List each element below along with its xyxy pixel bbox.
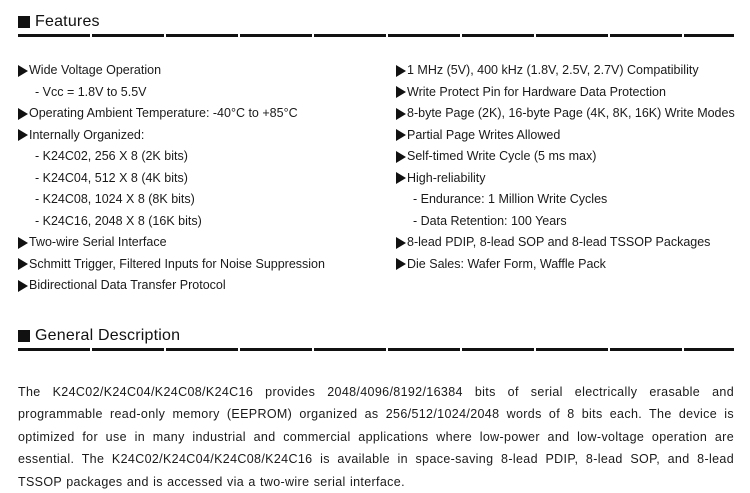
arrow-bullet-icon <box>396 86 406 98</box>
feature-item <box>18 103 388 125</box>
feature-text: - K24C04, 512 X 8 (4K bits) <box>35 168 188 190</box>
feature-item <box>396 254 741 276</box>
feature-item <box>396 232 741 254</box>
feature-text: Two-wire Serial Interface <box>29 232 167 254</box>
feature-item <box>396 82 741 104</box>
square-bullet-icon <box>18 16 30 28</box>
feature-item <box>396 103 741 125</box>
feature-item <box>18 168 388 190</box>
arrow-bullet-icon <box>396 258 406 270</box>
feature-item <box>18 146 388 168</box>
features-divider <box>18 34 734 37</box>
feature-item <box>396 189 741 211</box>
feature-item <box>18 82 388 104</box>
feature-item <box>18 232 388 254</box>
arrow-bullet-icon <box>396 237 406 249</box>
feature-item <box>18 125 388 147</box>
feature-text: Die Sales: Wafer Form, Waffle Pack <box>407 254 606 276</box>
feature-text: Operating Ambient Temperature: -40°C to +85°C <box>29 103 298 125</box>
feature-text: 8-lead PDIP, 8-lead SOP and 8-lead TSSOP Packages <box>407 232 710 254</box>
feature-text: - Endurance: 1 Million Write Cycles <box>413 189 607 211</box>
feature-text: Write Protect Pin for Hardware Data Protection <box>407 82 666 104</box>
features-heading <box>18 13 100 31</box>
feature-item <box>396 211 741 233</box>
feature-text: - Data Retention: 100 Years <box>413 211 567 233</box>
feature-text: Partial Page Writes Allowed <box>407 125 560 147</box>
features-right-column <box>396 60 741 275</box>
arrow-bullet-icon <box>18 65 28 77</box>
arrow-bullet-icon <box>18 108 28 120</box>
feature-text: 1 MHz (5V), 400 kHz (1.8V, 2.5V, 2.7V) Compatibility <box>407 60 699 82</box>
feature-text: Bidirectional Data Transfer Protocol <box>29 275 226 297</box>
feature-text: Wide Voltage Operation <box>29 60 161 82</box>
general-description-title: General Description <box>35 327 180 345</box>
general-description-divider <box>18 348 734 351</box>
arrow-bullet-icon <box>18 258 28 270</box>
feature-text: Schmitt Trigger, Filtered Inputs for Noise Suppression <box>29 254 325 276</box>
feature-text: Internally Organized: <box>29 125 144 147</box>
feature-item <box>18 254 388 276</box>
feature-text: - K24C16, 2048 X 8 (16K bits) <box>35 211 202 233</box>
feature-item <box>396 168 741 190</box>
arrow-bullet-icon <box>396 172 406 184</box>
features-title: Features <box>35 13 100 31</box>
feature-item <box>396 125 741 147</box>
square-bullet-icon <box>18 330 30 342</box>
feature-item <box>396 146 741 168</box>
feature-item <box>18 189 388 211</box>
feature-text: 8-byte Page (2K), 16-byte Page (4K, 8K, 16K) Write Modes <box>407 103 735 125</box>
feature-item <box>18 60 388 82</box>
arrow-bullet-icon <box>18 129 28 141</box>
features-left-column <box>18 60 388 297</box>
arrow-bullet-icon <box>396 129 406 141</box>
feature-text: - K24C08, 1024 X 8 (8K bits) <box>35 189 195 211</box>
feature-text: Self-timed Write Cycle (5 ms max) <box>407 146 596 168</box>
feature-text: High-reliability <box>407 168 486 190</box>
feature-text: - K24C02, 256 X 8 (2K bits) <box>35 146 188 168</box>
general-description-text: The K24C02/K24C04/K24C08/K24C16 provides 2048/4096/8192/16384 bits of serial electrically erasable and programmable read-only memory (EEPROM) organized as 256/512/1024/2048 words of 8 bits each. The device is optimized for use in many industrial and commercial applications where low-power and low-voltage operation are essential. The K24C02/K24C04/K24C08/K24C16 is available in space-saving 8-lead PDIP, 8-lead SOP, and 8-lead TSSOP packages and is accessed via a two-wire serial interface. <box>18 381 734 493</box>
feature-text: - Vcc = 1.8V to 5.5V <box>35 82 147 104</box>
feature-item <box>18 211 388 233</box>
feature-item <box>18 275 388 297</box>
arrow-bullet-icon <box>396 151 406 163</box>
arrow-bullet-icon <box>18 280 28 292</box>
general-description-heading <box>18 327 180 345</box>
arrow-bullet-icon <box>396 108 406 120</box>
arrow-bullet-icon <box>396 65 406 77</box>
arrow-bullet-icon <box>18 237 28 249</box>
feature-item <box>396 60 741 82</box>
